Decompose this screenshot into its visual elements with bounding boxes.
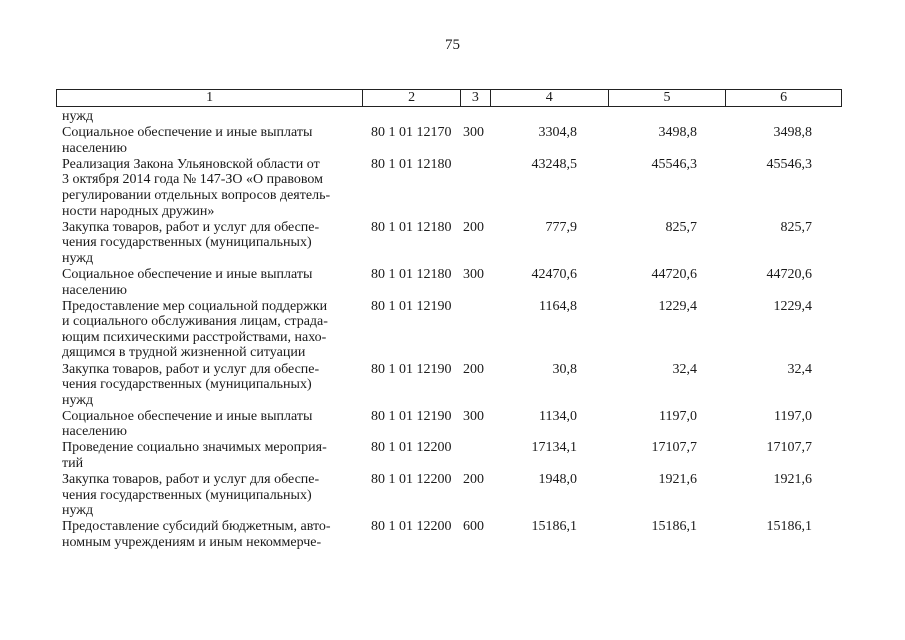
row-description — [56, 157, 363, 219]
table-body — [56, 109, 842, 551]
description-line: Закупка товаров, работ и услуг для обеспе- — [62, 472, 320, 488]
description-line: Социальное обеспечение и иные выплаты — [62, 125, 313, 141]
row-description — [56, 125, 363, 156]
description-line: ющим психическими расстройствами, нахо- — [62, 329, 327, 345]
description-line: дящимся в трудной жизненной ситуации — [62, 345, 306, 361]
budget-code: 80 1 01 12170 — [371, 125, 452, 141]
description-line: чения государственных (муниципальных) — [62, 487, 312, 503]
table-row — [56, 472, 842, 519]
table-row — [56, 440, 842, 471]
description-line: Проведение социально значимых мероприя- — [62, 440, 327, 456]
row-description — [56, 299, 363, 361]
value-col-5: 45546,3 — [651, 156, 697, 172]
column-header-5: 5 — [609, 90, 727, 106]
expense-type: 200 — [463, 219, 484, 235]
value-col-4: 42470,6 — [531, 266, 577, 282]
description-line: 3 октября 2014 года № 147-ЗО «О правовом — [62, 172, 323, 188]
value-col-4: 15186,1 — [531, 519, 577, 535]
description-line: тий — [62, 456, 84, 472]
description-line: Социальное обеспечение и иные выплаты — [62, 266, 313, 282]
table-row — [56, 220, 842, 267]
value-col-6: 32,4 — [787, 361, 812, 377]
description-line: ности народных дружин» — [62, 203, 215, 219]
description-line: населению — [62, 140, 127, 156]
budget-code: 80 1 01 12200 — [371, 440, 452, 456]
description-line: Предоставление мер социальной поддержки — [62, 298, 328, 314]
page-number: 75 — [445, 37, 460, 53]
value-col-6: 17107,7 — [766, 440, 812, 456]
table-row — [56, 109, 842, 125]
expense-type — [461, 440, 491, 471]
description-line: Предоставление субсидий бюджетным, авто- — [62, 519, 331, 535]
table-row — [56, 125, 842, 156]
budget-code: 80 1 01 12200 — [371, 519, 452, 535]
row-description — [56, 267, 363, 298]
value-col-5: 825,7 — [665, 219, 697, 235]
column-header-6: 6 — [780, 90, 788, 105]
expense-type — [461, 299, 491, 361]
value-col-5: 15186,1 — [651, 519, 697, 535]
value-col-4: 17134,1 — [531, 440, 577, 456]
value-col-4: 1164,8 — [539, 298, 577, 314]
row-description — [56, 362, 363, 409]
expense-type: 200 — [463, 361, 484, 377]
expense-type: 300 — [463, 266, 484, 282]
description-line: нужд — [62, 250, 94, 266]
description-line: нужд — [62, 503, 94, 519]
budget-code: 80 1 01 12180 — [371, 219, 452, 235]
description-line: населению — [62, 282, 127, 298]
expense-type: 200 — [463, 472, 484, 488]
row-description — [56, 472, 363, 519]
value-col-6: 1921,6 — [773, 472, 812, 488]
value-col-6: 44720,6 — [766, 266, 812, 282]
value-col-5: 44720,6 — [651, 266, 697, 282]
row-description — [56, 409, 363, 440]
value-col-6 — [727, 109, 842, 125]
expense-type: 300 — [463, 408, 484, 424]
value-col-5: 1197,0 — [659, 408, 697, 424]
budget-code: 80 1 01 12190 — [371, 361, 452, 377]
table-row — [56, 299, 842, 361]
description-line: чения государственных (муниципальных) — [62, 235, 312, 251]
value-col-4: 43248,5 — [531, 156, 577, 172]
description-line: Закупка товаров, работ и услуг для обеспе- — [62, 219, 320, 235]
value-col-4 — [491, 109, 609, 125]
expense-type — [461, 109, 491, 125]
row-description — [56, 519, 363, 550]
row-description — [56, 440, 363, 471]
column-header-3: 3 — [461, 90, 491, 106]
value-col-5: 1921,6 — [658, 472, 697, 488]
description-line: населению — [62, 424, 127, 440]
description-line: Реализация Закона Ульяновской области от — [62, 156, 320, 172]
description-line: нужд — [62, 392, 94, 408]
value-col-6: 1197,0 — [774, 408, 812, 424]
table-header — [56, 89, 842, 107]
value-col-6: 45546,3 — [766, 156, 812, 172]
value-col-6: 825,7 — [780, 219, 812, 235]
description-line: номным учреждениям и иным некоммерче- — [62, 535, 322, 551]
value-col-5 — [609, 109, 727, 125]
table-row — [56, 362, 842, 409]
row-description — [56, 109, 363, 125]
description-line: Закупка товаров, работ и услуг для обеспе- — [62, 361, 320, 377]
value-col-5: 3498,8 — [658, 125, 697, 141]
value-col-5: 17107,7 — [651, 440, 697, 456]
value-col-5: 1229,4 — [658, 298, 697, 314]
row-description — [56, 220, 363, 267]
budget-code: 80 1 01 12190 — [371, 298, 452, 314]
budget-code: 80 1 01 12180 — [371, 266, 452, 282]
value-col-4: 777,9 — [545, 219, 577, 235]
description-line: регулировании отдельных вопросов деятель- — [62, 187, 331, 203]
expense-type — [461, 157, 491, 219]
table-row — [56, 519, 842, 550]
expense-type: 300 — [463, 125, 484, 141]
budget-code: 80 1 01 12180 — [371, 156, 452, 172]
value-col-6: 3498,8 — [773, 125, 812, 141]
description-line: Социальное обеспечение и иные выплаты — [62, 408, 313, 424]
description-line: нужд — [62, 109, 94, 124]
expense-type: 600 — [463, 519, 484, 535]
value-col-4: 3304,8 — [538, 125, 577, 141]
table-row — [56, 267, 842, 298]
column-header-1: 1 — [57, 90, 363, 106]
table-row — [56, 409, 842, 440]
value-col-6: 15186,1 — [766, 519, 812, 535]
value-col-4: 1948,0 — [538, 472, 577, 488]
description-line: чения государственных (муниципальных) — [62, 377, 312, 393]
budget-code: 80 1 01 12190 — [371, 408, 452, 424]
budget-code: 80 1 01 12200 — [371, 472, 452, 488]
table-row — [56, 157, 842, 219]
value-col-5: 32,4 — [672, 361, 697, 377]
value-col-4: 30,8 — [552, 361, 577, 377]
value-col-6: 1229,4 — [773, 298, 812, 314]
column-header-4: 4 — [491, 90, 609, 106]
description-line: и социального обслуживания лицам, страда- — [62, 314, 328, 330]
column-header-2: 2 — [363, 90, 461, 106]
value-col-4: 1134,0 — [539, 408, 577, 424]
budget-code — [363, 109, 461, 125]
